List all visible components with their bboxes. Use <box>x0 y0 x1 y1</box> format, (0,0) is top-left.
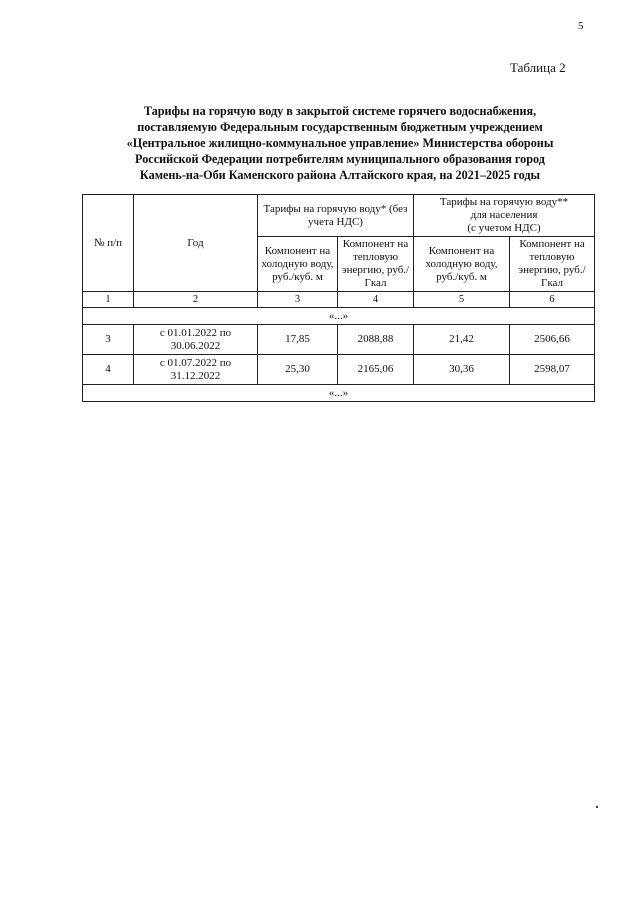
column-number: 2 <box>134 292 258 308</box>
ellipsis-row <box>83 385 595 402</box>
header-group-vat-line: Тарифы на горячую воду** <box>439 196 569 208</box>
row-cold-no-vat: 25,30 <box>258 355 338 385</box>
header-num: № п/п <box>83 195 134 292</box>
table-row <box>83 325 595 355</box>
document-title <box>90 103 590 183</box>
tariff-table <box>82 194 595 402</box>
row-cold-no-vat: 17,85 <box>258 325 338 355</box>
column-number: 1 <box>83 292 134 308</box>
table-caption: Таблица 2 <box>510 60 566 75</box>
table-row <box>83 355 595 385</box>
row-heat-no-vat: 2088,88 <box>338 325 414 355</box>
column-number: 6 <box>510 292 595 308</box>
header-group-no-vat: Тарифы на горячую воду* (без учета НДС) <box>258 195 414 237</box>
column-number: 5 <box>414 292 510 308</box>
header-period: Год <box>134 195 258 292</box>
subheader-heat-vat: Компонент на тепловую энергию, руб./Гкал <box>510 237 595 292</box>
table-header-row <box>83 195 595 237</box>
scan-dot-mark <box>596 806 598 808</box>
header-group-vat-line: (с учетом НДС) <box>467 222 541 234</box>
page-number: 5 <box>578 20 584 32</box>
ellipsis-row <box>83 308 595 325</box>
header-group-vat-line: для населения <box>470 209 538 221</box>
row-cold-vat: 21,42 <box>414 325 510 355</box>
title-line: Российской Федерации потребителям муниципального образования город <box>135 152 545 166</box>
ellipsis-cell: «...» <box>83 385 595 402</box>
row-cold-vat: 30,36 <box>414 355 510 385</box>
subheader-heat-no-vat: Компонент на тепловую энергию, руб./Гкал <box>338 237 414 292</box>
title-line: Тарифы на горячую воду в закрытой системе горячего водоснабжения, <box>143 104 537 118</box>
title-line: поставляемую Федеральным государственным бюджетным учреждением <box>137 120 543 134</box>
title-line: «Центральное жилищно-коммунальное управление» Министерства обороны <box>126 136 554 150</box>
row-heat-no-vat: 2165,06 <box>338 355 414 385</box>
row-period: с 01.01.2022 по 30.06.2022 <box>134 325 258 355</box>
row-period: с 01.07.2022 по 31.12.2022 <box>134 355 258 385</box>
subheader-cold-vat: Компонент на холодную воду, руб./куб. м <box>414 237 510 292</box>
row-num: 3 <box>83 325 134 355</box>
title-line: Камень-на-Оби Каменского района Алтайского края, на 2021–2025 годы <box>139 168 541 182</box>
column-number: 3 <box>258 292 338 308</box>
row-heat-vat: 2506,66 <box>510 325 595 355</box>
row-heat-vat: 2598,07 <box>510 355 595 385</box>
column-numbering-row <box>83 292 595 308</box>
header-group-vat <box>414 195 595 237</box>
subheader-cold-no-vat: Компонент на холодную воду, руб./куб. м <box>258 237 338 292</box>
row-num: 4 <box>83 355 134 385</box>
column-number: 4 <box>338 292 414 308</box>
ellipsis-cell: «...» <box>83 308 595 325</box>
